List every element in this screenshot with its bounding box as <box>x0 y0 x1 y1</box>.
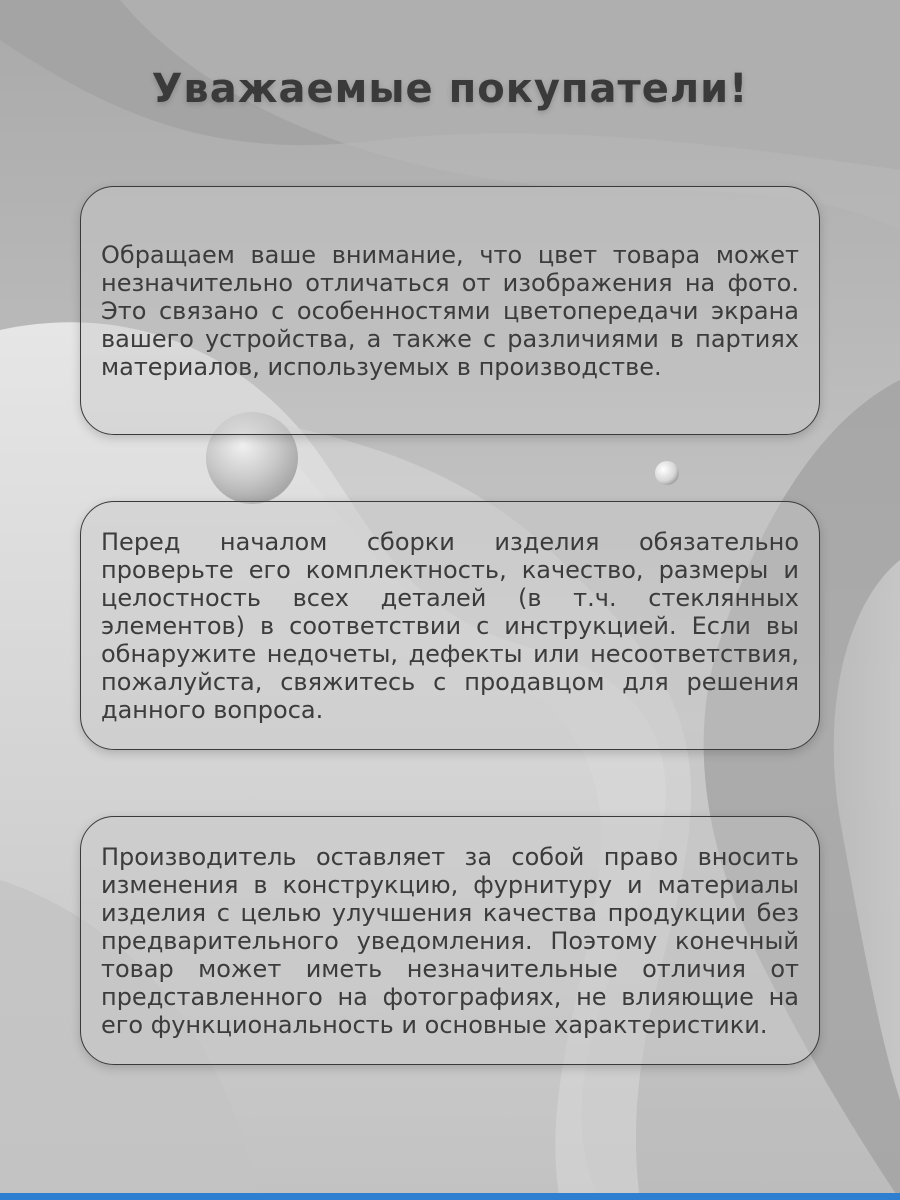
page-title: Уважаемые покупатели! <box>151 66 749 112</box>
notice-card-color <box>80 186 820 435</box>
notice-text-assembly: Перед началом сборки изделия обязательно проверьте его комплектность, качество, размеры и целостность всех деталей (в т.ч. стеклянных элементов) в соответствии с инструкцией. Если вы обнаружите недочеты, дефекты или несоответствия, пожалуйста, свяжитесь с продавцом для решения данного вопроса. <box>101 527 799 724</box>
notice-card-assembly <box>80 501 820 750</box>
notice-text-color: Обращаем ваше внимание, что цвет товара может незначительно отличаться от изображения на фото. Это связано с особенностями цветопередачи экрана вашего устройства, а также с различиями в партиях материалов, используемых в производстве. <box>101 240 799 381</box>
notice-card-manufacturer <box>80 816 820 1065</box>
bottom-accent-strip <box>0 1193 900 1200</box>
notice-text-manufacturer: Производитель оставляет за собой право вносить изменения в конструкцию, фурнитуру и материалы изделия с целью улучшения качества продукции без предварительного уведомления. Поэтому конечный товар может иметь незначительные отличия от представленного на фотографиях, не влияющие на его функциональность и основные характеристики. <box>101 842 799 1039</box>
